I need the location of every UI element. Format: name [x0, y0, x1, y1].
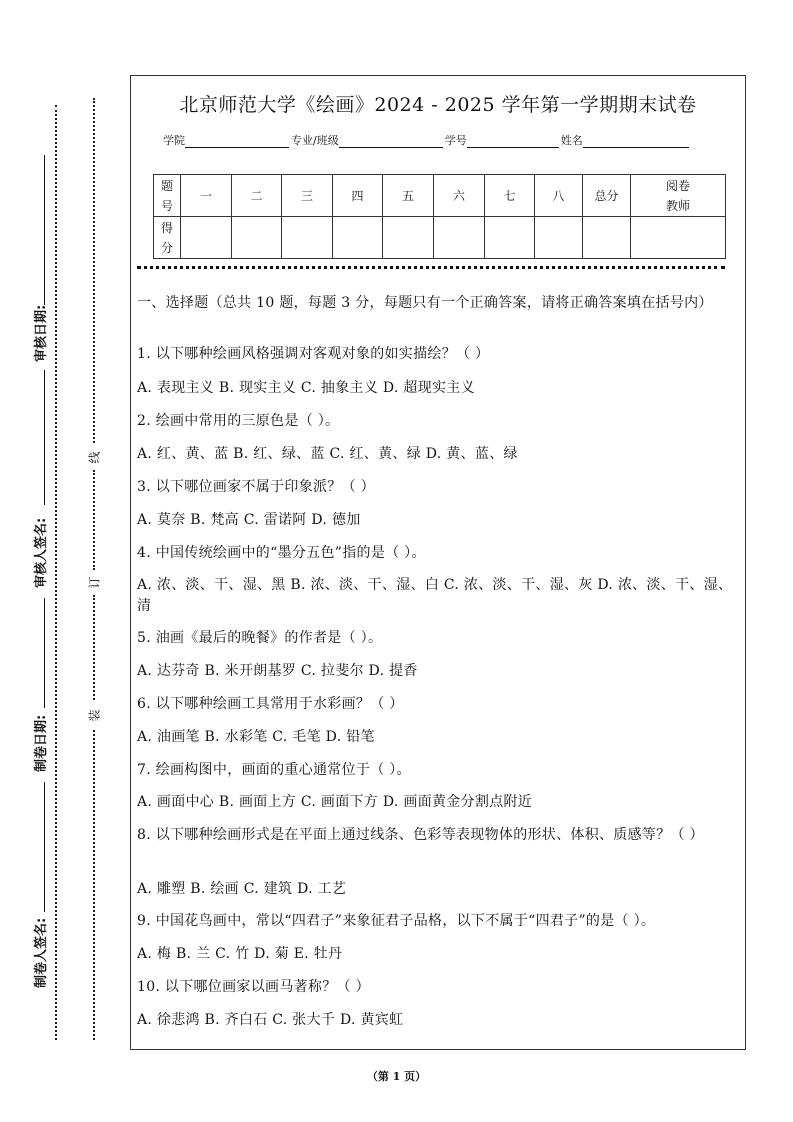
maker-sign-line[interactable] — [44, 782, 45, 912]
reviewer-cell[interactable] — [631, 217, 726, 259]
binding-dotted-line — [93, 730, 95, 1040]
binding-dotted-line — [93, 470, 95, 570]
question-text: 8. 以下哪种绘画形式是在平面上通过线条、色彩等表现物体的形状、体积、质感等？（ ） — [137, 827, 704, 843]
label-char: 得 — [160, 220, 173, 235]
reviewer-sign-label: 审核人签名: — [34, 517, 49, 588]
question-text: 2. 绘画中常用的三原色是（ ）。 — [137, 413, 340, 429]
binding-dotted-line — [93, 98, 95, 443]
question-text: 5. 油画《最后的晚餐》的作者是（ ）。 — [137, 630, 383, 646]
col-header: 三 — [282, 175, 333, 217]
major-label: 专业/班级 — [291, 134, 339, 147]
question-number-label — [154, 175, 181, 217]
score-table — [153, 174, 726, 259]
binding-dotted-line — [93, 595, 95, 700]
score-cell[interactable] — [535, 217, 583, 259]
name-label: 姓名 — [560, 134, 583, 147]
label-char: 教师 — [665, 198, 690, 213]
question-options: A. 表现主义 B. 现实主义 C. 抽象主义 D. 超现实主义 — [137, 380, 475, 396]
review-date-line[interactable] — [44, 155, 45, 305]
score-cell[interactable] — [232, 217, 282, 259]
score-label — [154, 217, 181, 259]
col-header: 一 — [181, 175, 232, 217]
question-text: 3. 以下哪位画家不属于印象派？（ ） — [137, 479, 375, 495]
page-number: （第 1 页） — [366, 1070, 427, 1083]
question-options: A. 油画笔 B. 水彩笔 C. 毛笔 D. 铅笔 — [137, 729, 375, 745]
col-header-total: 总分 — [583, 175, 631, 217]
score-table-header-row — [154, 175, 726, 217]
bind-install-char: 装 — [87, 709, 102, 722]
score-cell[interactable] — [485, 217, 535, 259]
dotted-separator — [137, 266, 725, 269]
question-options: A. 红、黄、蓝 B. 红、绿、蓝 C. 红、黄、绿 D. 黄、蓝、绿 — [137, 446, 518, 462]
review-date-label: 审核日期: — [34, 304, 49, 362]
student-id-label: 学号 — [444, 134, 467, 147]
question-text: 9. 中国花鸟画中，常以“四君子”来象征君子品格，以下不属于“四君子”的是（ ）。 — [137, 913, 656, 929]
major-class-field[interactable] — [339, 134, 443, 148]
col-header: 二 — [232, 175, 282, 217]
score-cell-total[interactable] — [583, 217, 631, 259]
student-info-row — [163, 132, 691, 148]
col-header: 五 — [383, 175, 434, 217]
score-table-score-row — [154, 217, 726, 259]
score-cell[interactable] — [383, 217, 434, 259]
score-cell[interactable] — [333, 217, 383, 259]
col-header: 七 — [485, 175, 535, 217]
question-options: A. 莫奈 B. 梵高 C. 雷诺阿 D. 德加 — [137, 512, 361, 528]
exam-title: 北京师范大学《绘画》2024 - 2025 学年第一学期期末试卷 — [179, 94, 697, 116]
score-cell[interactable] — [282, 217, 333, 259]
name-field[interactable] — [583, 134, 689, 148]
question-options: A. 画面中心 B. 画面上方 C. 画面下方 D. 画面黄金分割点附近 — [137, 794, 533, 810]
question-options: A. 浓、淡、干、湿、黑 B. 浓、淡、干、湿、白 C. 浓、淡、干、湿、灰 D. 浓、淡、干、湿、清 — [137, 577, 733, 614]
college-field[interactable] — [185, 134, 289, 148]
question-text: 6. 以下哪种绘画工具常用于水彩画？（ ） — [137, 696, 404, 712]
question-options: A. 雕塑 B. 绘画 C. 建筑 D. 工艺 — [137, 881, 347, 897]
label-char: 题 — [160, 178, 173, 193]
make-date-label: 制卷日期: — [34, 714, 49, 772]
maker-sign-label: 制卷人签名: — [34, 917, 49, 988]
bind-line-char: 线 — [87, 451, 102, 464]
col-header: 六 — [434, 175, 485, 217]
question-text: 1. 以下哪种绘画风格强调对客观对象的如实描绘？（ ） — [137, 346, 490, 362]
question-text: 4. 中国传统绘画中的“墨分五色”指的是（ ）。 — [137, 545, 426, 561]
question-options: A. 梅 B. 兰 C. 竹 D. 菊 E. 牡丹 — [137, 946, 343, 962]
question-options: A. 徐悲鸿 B. 齐白石 C. 张大千 D. 黄宾虹 — [137, 1012, 404, 1028]
label-char: 分 — [160, 240, 173, 255]
make-date-line[interactable] — [44, 598, 45, 708]
score-cell[interactable] — [434, 217, 485, 259]
bind-order-char: 订 — [87, 576, 102, 589]
label-char: 阅卷 — [665, 178, 690, 193]
score-cell[interactable] — [181, 217, 232, 259]
col-header: 八 — [535, 175, 583, 217]
section-intro: 一、选择题（总共 10 题，每题 3 分，每题只有一个正确答案，请将正确答案填在括号内） — [137, 295, 713, 311]
label-char: 号 — [160, 198, 173, 213]
reviewer-header — [631, 175, 726, 217]
college-label: 学院 — [163, 134, 185, 147]
col-header: 四 — [333, 175, 383, 217]
question-text: 7. 绘画构图中，画面的重心通常位于（ ）。 — [137, 762, 411, 778]
reviewer-sign-line[interactable] — [44, 370, 45, 505]
outer-dotted-line — [55, 105, 57, 1040]
question-text: 10. 以下哪位画家以画马著称？（ ） — [137, 979, 370, 995]
exam-frame — [130, 75, 746, 1050]
question-options: A. 达芬奇 B. 米开朗基罗 C. 拉斐尔 D. 提香 — [137, 663, 418, 679]
student-id-field[interactable] — [467, 134, 559, 148]
